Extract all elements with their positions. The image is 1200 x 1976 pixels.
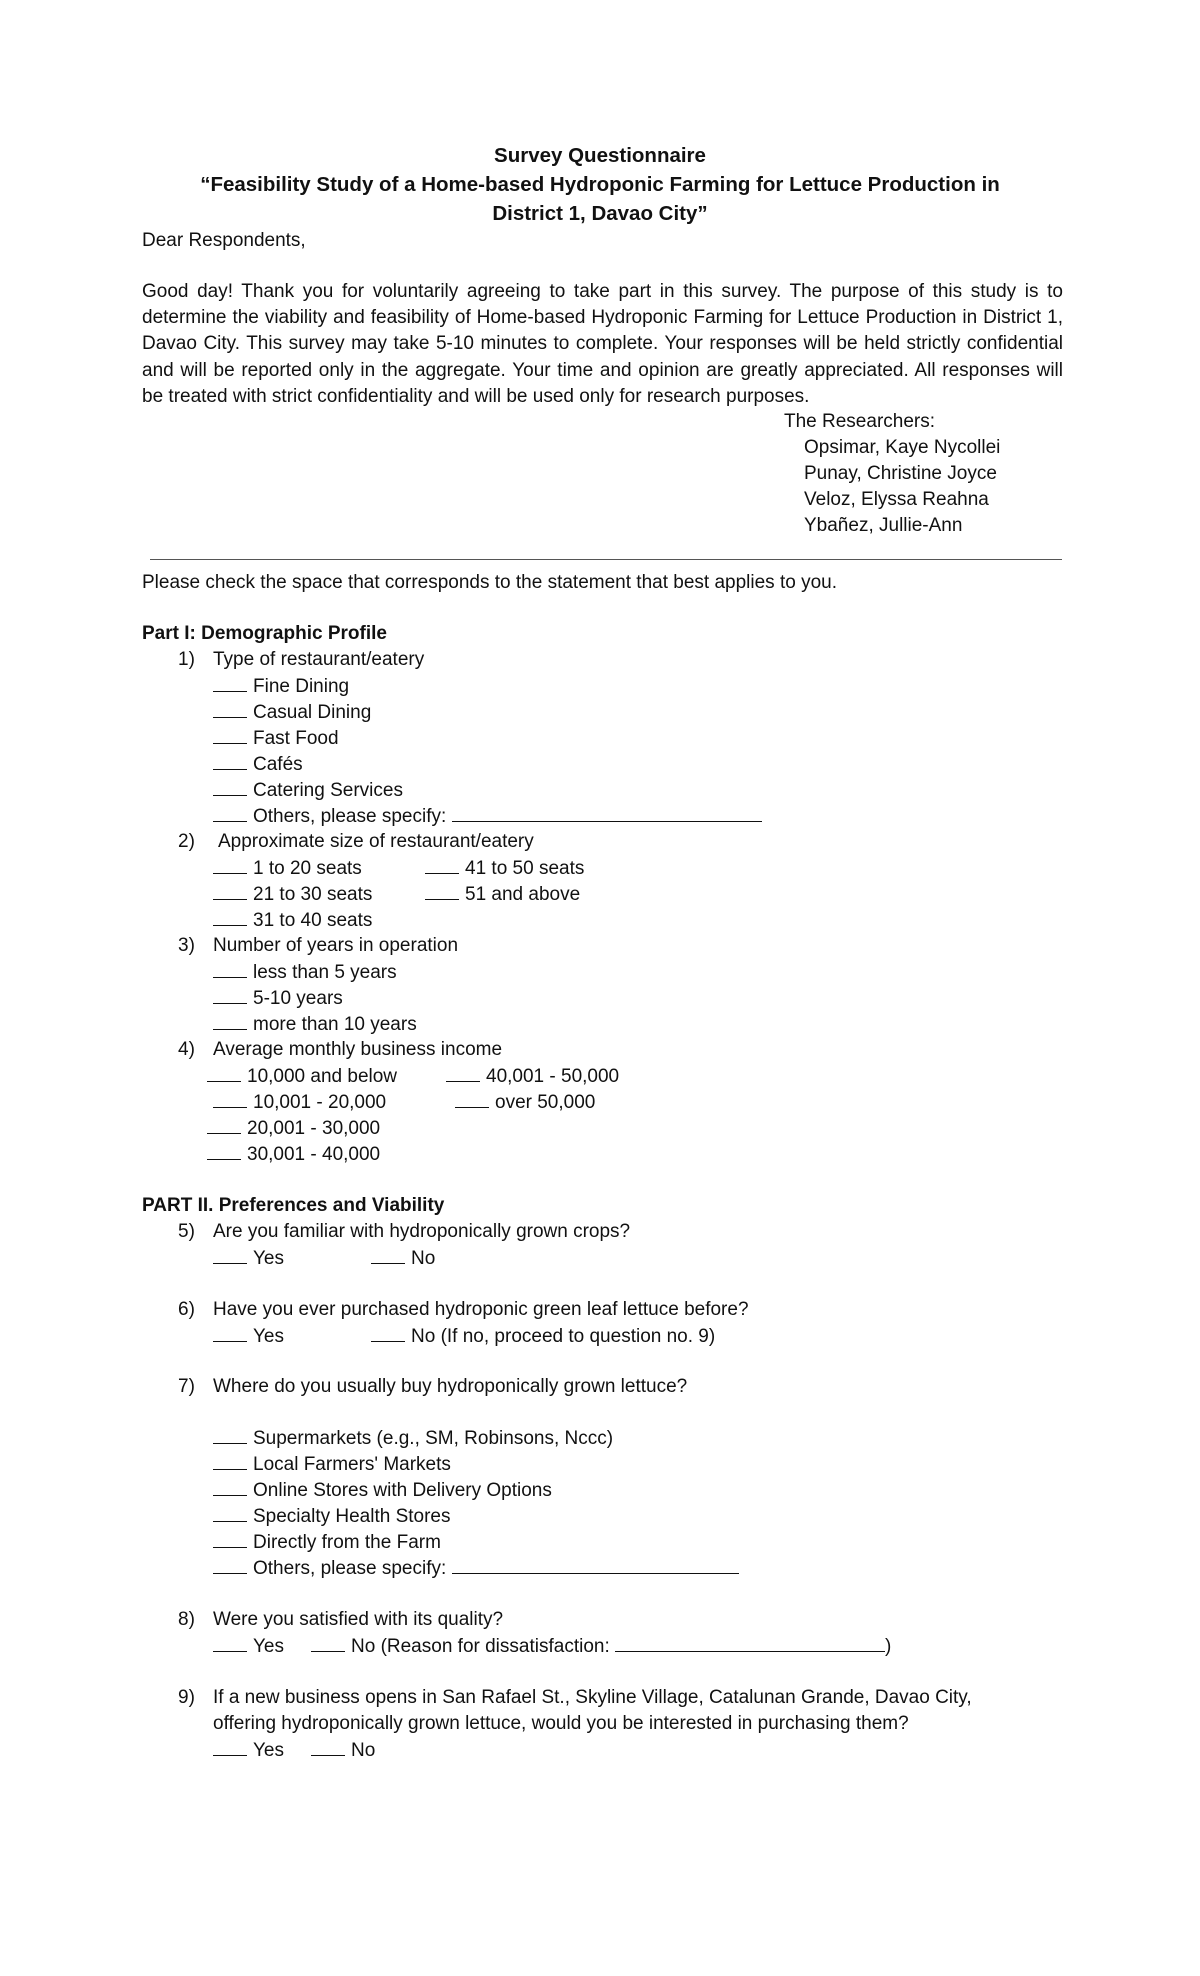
option-no[interactable]: No <box>311 1737 375 1764</box>
option-less-5-years[interactable]: less than 5 years <box>213 959 397 986</box>
option-health-stores[interactable]: Specialty Health Stores <box>213 1503 451 1530</box>
question-text: Number of years in operation <box>213 935 459 956</box>
question-text-line1: If a new business opens in San Rafael St., Skyline Village, Catalunan Grande, Davao City, <box>213 1687 972 1708</box>
question-text: Are you familiar with hydroponically grown crops? <box>213 1221 631 1242</box>
option-others[interactable]: Others, please specify: <box>213 803 762 830</box>
option-21-30-seats[interactable]: 21 to 30 seats <box>213 881 372 908</box>
check-blank[interactable] <box>213 803 247 822</box>
check-blank[interactable] <box>213 751 247 770</box>
check-blank[interactable] <box>311 1737 345 1756</box>
specify-field[interactable] <box>452 1555 739 1574</box>
option-yes[interactable]: Yes <box>213 1323 284 1350</box>
check-blank[interactable] <box>311 1633 345 1652</box>
study-title-line2: District 1, Davao City” <box>492 202 708 225</box>
question-text: Where do you usually buy hydroponically grown lettuce? <box>213 1376 688 1397</box>
option-income-5[interactable]: 40,001 - 50,000 <box>446 1063 619 1090</box>
question-number: 3) <box>178 935 195 956</box>
option-farmers-markets[interactable]: Local Farmers' Markets <box>213 1451 451 1478</box>
check-blank[interactable] <box>213 1011 247 1030</box>
specify-field[interactable] <box>452 803 762 822</box>
salutation: Dear Respondents, <box>142 230 306 251</box>
option-no[interactable]: No (If no, proceed to question no. 9) <box>371 1323 715 1350</box>
question-number: 6) <box>178 1299 195 1320</box>
question-number: 8) <box>178 1609 195 1630</box>
check-blank[interactable] <box>213 907 247 926</box>
check-blank[interactable] <box>455 1089 489 1108</box>
option-fine-dining[interactable]: Fine Dining <box>213 673 349 700</box>
check-blank[interactable] <box>213 699 247 718</box>
letter-body: Good day! Thank you for voluntarily agreeing to take part in this survey. The purpose of this study is to determine the viability and feasibility of Home-based Hydroponic Farming for Lettuce Production in District 1, Davao City. This survey may take 5-10 minutes to complete. Your responses will be held strictly confidential and will be reported only in the aggregate. Your time and opinion are greatly appreciated. All responses will be treated with strict confidentiality and will be used only for research purposes. <box>142 281 1063 407</box>
option-income-2[interactable]: 10,001 - 20,000 <box>213 1089 386 1116</box>
check-blank[interactable] <box>446 1063 480 1082</box>
page-title: Survey Questionnaire <box>494 144 706 167</box>
check-blank[interactable] <box>213 1529 247 1548</box>
question-text: Were you satisfied with its quality? <box>213 1609 504 1630</box>
option-online-stores[interactable]: Online Stores with Delivery Options <box>213 1477 552 1504</box>
option-income-1[interactable]: 10,000 and below <box>207 1063 397 1090</box>
option-yes[interactable]: Yes <box>213 1633 284 1660</box>
check-blank[interactable] <box>213 777 247 796</box>
option-income-4[interactable]: 30,001 - 40,000 <box>207 1141 380 1168</box>
question-number: 2) <box>178 831 195 852</box>
option-1-20-seats[interactable]: 1 to 20 seats <box>213 855 362 882</box>
check-blank[interactable] <box>213 1425 247 1444</box>
question-text-line2: offering hydroponically grown lettuce, would you be interested in purchasing them? <box>213 1713 909 1734</box>
option-5-10-years[interactable]: 5-10 years <box>213 985 343 1012</box>
option-51-above[interactable]: 51 and above <box>425 881 580 908</box>
option-income-3[interactable]: 20,001 - 30,000 <box>207 1115 380 1142</box>
check-blank[interactable] <box>213 1737 247 1756</box>
question-number: 5) <box>178 1221 195 1242</box>
question-text: Type of restaurant/eatery <box>213 649 425 670</box>
check-blank[interactable] <box>425 855 459 874</box>
researcher-name: Opsimar, Kaye Nycollei <box>804 437 1001 458</box>
check-blank[interactable] <box>213 959 247 978</box>
option-no[interactable]: No (Reason for dissatisfaction: ) <box>311 1633 891 1660</box>
check-blank[interactable] <box>207 1141 241 1160</box>
question-number: 1) <box>178 649 195 670</box>
option-catering[interactable]: Catering Services <box>213 777 403 804</box>
option-yes[interactable]: Yes <box>213 1737 284 1764</box>
option-income-6[interactable]: over 50,000 <box>455 1089 595 1116</box>
option-more-10-years[interactable]: more than 10 years <box>213 1011 417 1038</box>
question-text: Approximate size of restaurant/eatery <box>218 831 534 852</box>
check-blank[interactable] <box>371 1323 405 1342</box>
option-fast-food[interactable]: Fast Food <box>213 725 339 752</box>
divider <box>150 559 1062 560</box>
option-41-50-seats[interactable]: 41 to 50 seats <box>425 855 584 882</box>
check-blank[interactable] <box>207 1063 241 1082</box>
check-blank[interactable] <box>213 1451 247 1470</box>
reason-field[interactable] <box>615 1633 885 1652</box>
check-blank[interactable] <box>213 673 247 692</box>
part2-heading: PART II. Preferences and Viability <box>142 1195 445 1216</box>
option-casual-dining[interactable]: Casual Dining <box>213 699 371 726</box>
check-blank[interactable] <box>213 1633 247 1652</box>
check-blank[interactable] <box>213 1089 247 1108</box>
option-from-farm[interactable]: Directly from the Farm <box>213 1529 441 1556</box>
check-blank[interactable] <box>213 985 247 1004</box>
question-number: 4) <box>178 1039 195 1060</box>
check-blank[interactable] <box>213 855 247 874</box>
option-others[interactable]: Others, please specify: <box>213 1555 739 1582</box>
check-blank[interactable] <box>213 881 247 900</box>
option-cafes[interactable]: Cafés <box>213 751 303 778</box>
researcher-name: Veloz, Elyssa Reahna <box>804 489 989 510</box>
check-blank[interactable] <box>425 881 459 900</box>
signoff: The Researchers: <box>784 411 936 432</box>
instructions: Please check the space that corresponds to the statement that best applies to you. <box>142 572 837 593</box>
option-31-40-seats[interactable]: 31 to 40 seats <box>213 907 372 934</box>
option-supermarkets[interactable]: Supermarkets (e.g., SM, Robinsons, Nccc) <box>213 1425 613 1452</box>
question-number: 7) <box>178 1376 195 1397</box>
question-text: Average monthly business income <box>213 1039 503 1060</box>
question-number: 9) <box>178 1687 195 1708</box>
option-yes[interactable]: Yes <box>213 1245 284 1272</box>
check-blank[interactable] <box>213 1477 247 1496</box>
check-blank[interactable] <box>213 725 247 744</box>
check-blank[interactable] <box>371 1245 405 1264</box>
check-blank[interactable] <box>213 1555 247 1574</box>
question-text: Have you ever purchased hydroponic green leaf lettuce before? <box>213 1299 749 1320</box>
researcher-name: Punay, Christine Joyce <box>804 463 997 484</box>
researcher-name: Ybañez, Jullie-Ann <box>804 515 963 536</box>
check-blank[interactable] <box>213 1503 247 1522</box>
check-blank[interactable] <box>213 1245 247 1264</box>
check-blank[interactable] <box>213 1323 247 1342</box>
study-title-line1: “Feasibility Study of a Home-based Hydroponic Farming for Lettuce Production in <box>200 173 1000 196</box>
check-blank[interactable] <box>207 1115 241 1134</box>
part1-heading: Part I: Demographic Profile <box>142 623 387 644</box>
option-no[interactable]: No <box>371 1245 435 1272</box>
